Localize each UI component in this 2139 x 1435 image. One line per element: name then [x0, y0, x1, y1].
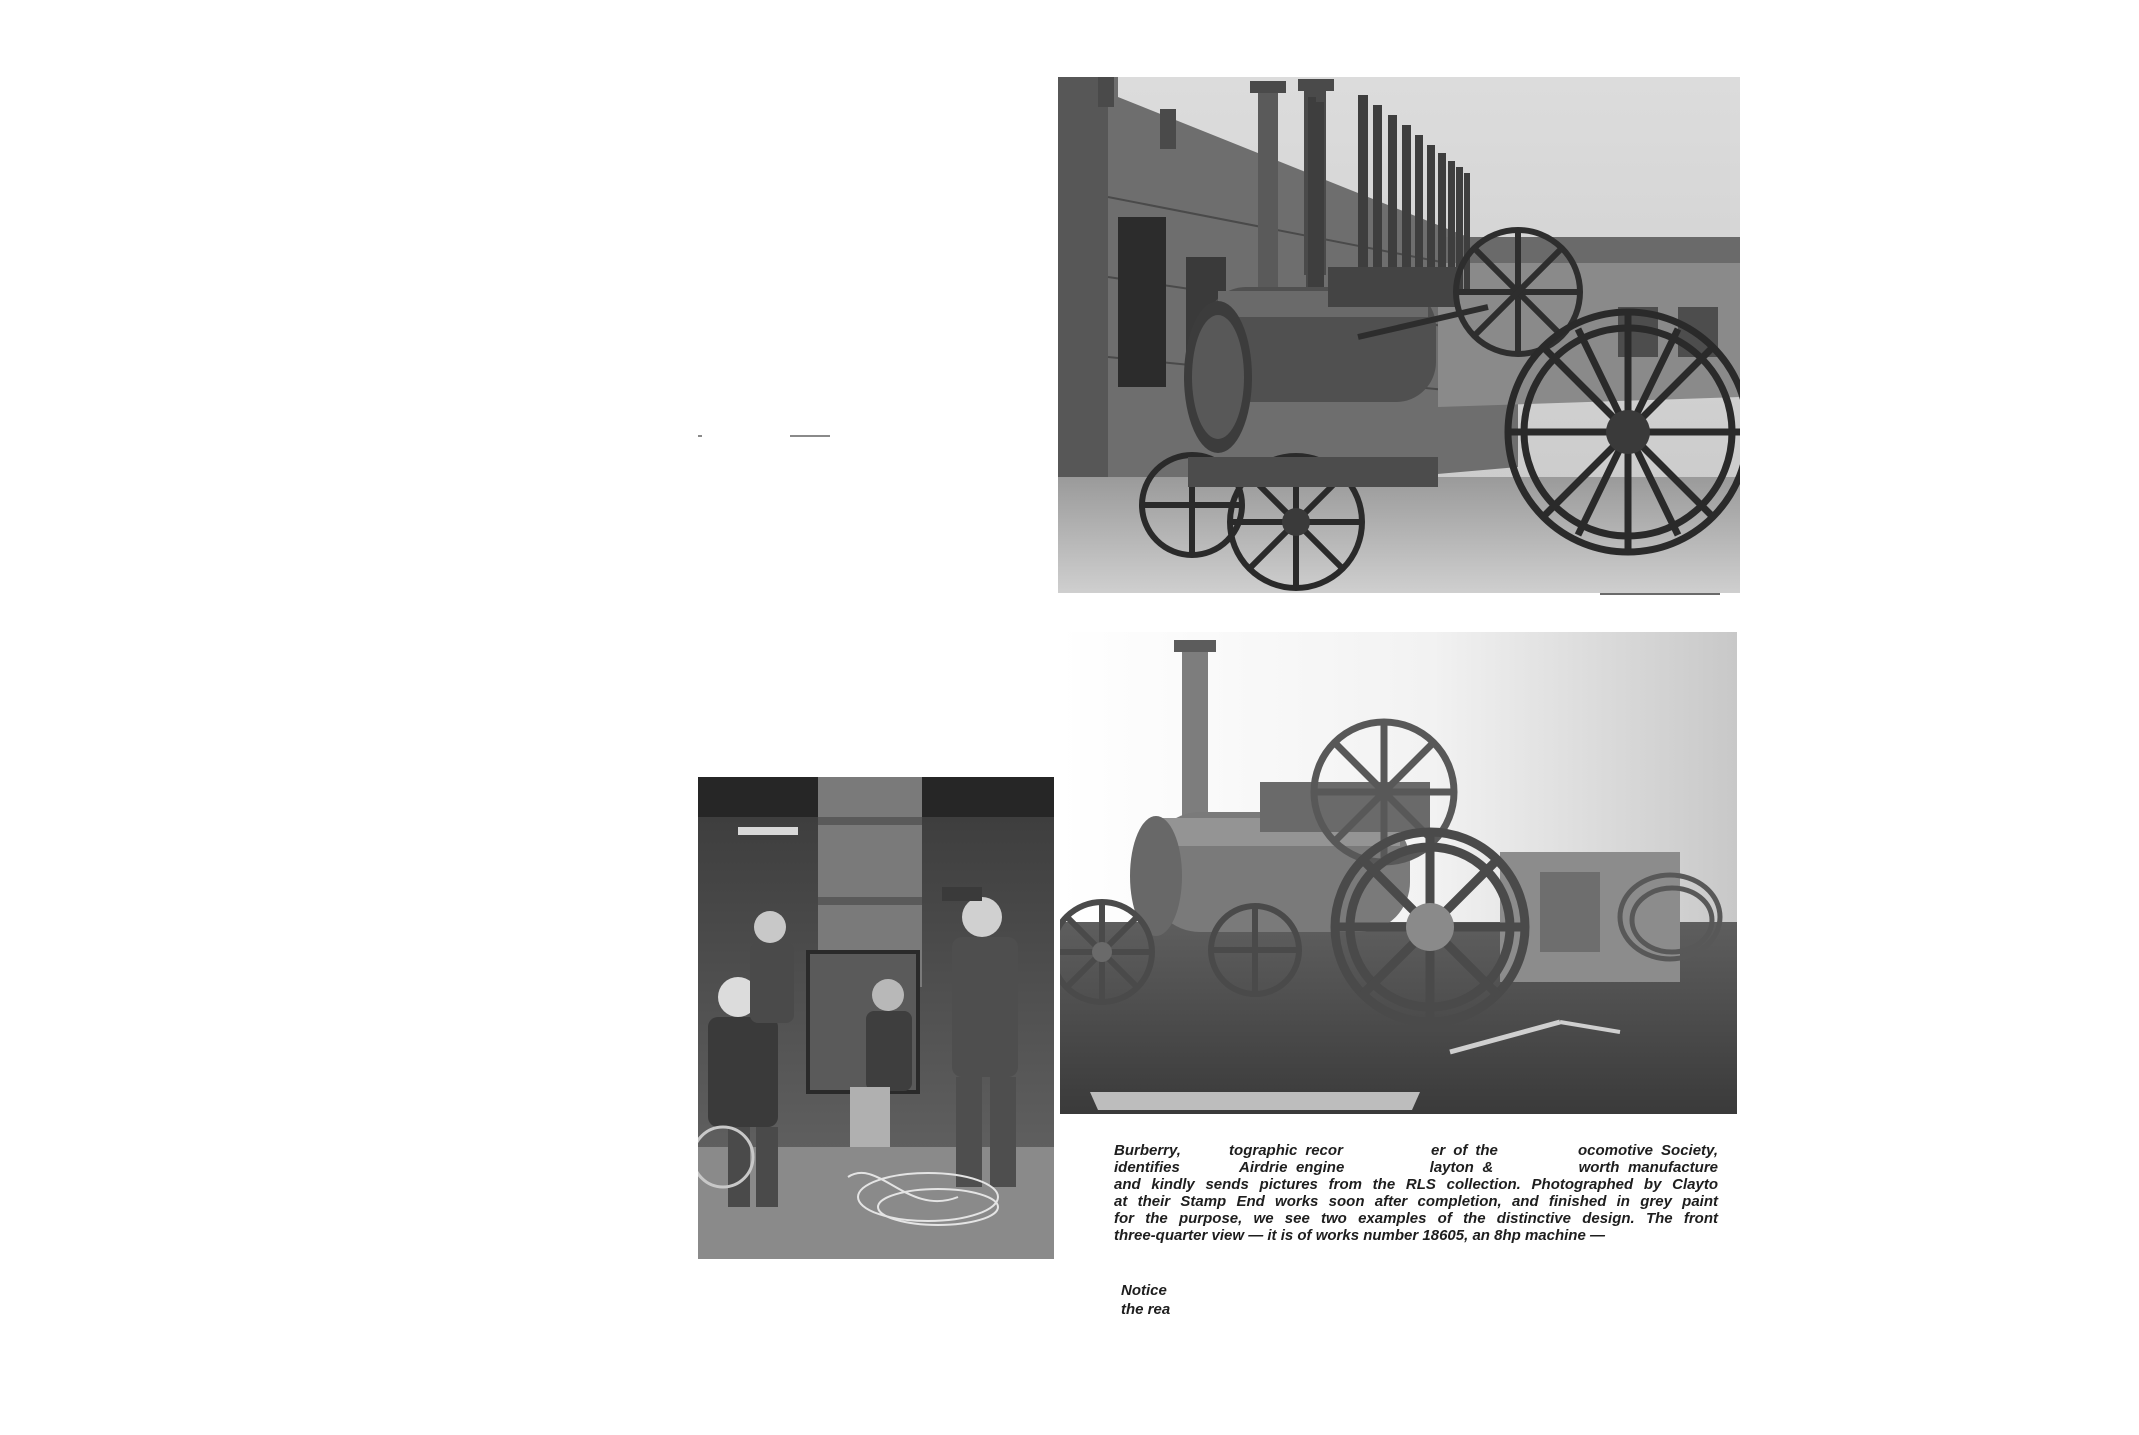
- note-fragment: [1121, 1281, 1170, 1319]
- caption-line: identifies Airdrie engine layton & worth manufacture: [1114, 1159, 1718, 1176]
- caption-line: and kindly sends pictures from the RLS collection. Photographed by Clayto: [1114, 1176, 1718, 1193]
- note-line: the rea: [1121, 1301, 1171, 1318]
- photo-engine-grey-paint: [1060, 632, 1737, 1114]
- caption-line: three-quarter view — it is of works number 18605, an 8hp machine —: [1114, 1227, 1605, 1244]
- scan-speck: [790, 435, 830, 437]
- caption-line: for the purpose, we see two examples of the distinctive design. The front: [1114, 1210, 1718, 1227]
- photo-caption: [1114, 1142, 1718, 1244]
- scan-speck: [698, 435, 702, 437]
- caption-line: at their Stamp End works soon after completion, and finished in grey paint: [1114, 1193, 1718, 1210]
- caption-line: Burberry, tographic recor er of the ocomotive Society,: [1114, 1142, 1718, 1159]
- photo-engine-at-works: [1058, 77, 1740, 593]
- note-line: Notice: [1121, 1282, 1167, 1299]
- scan-speck: [1600, 593, 1720, 595]
- photo-workmen-in-workshop: [698, 777, 1054, 1259]
